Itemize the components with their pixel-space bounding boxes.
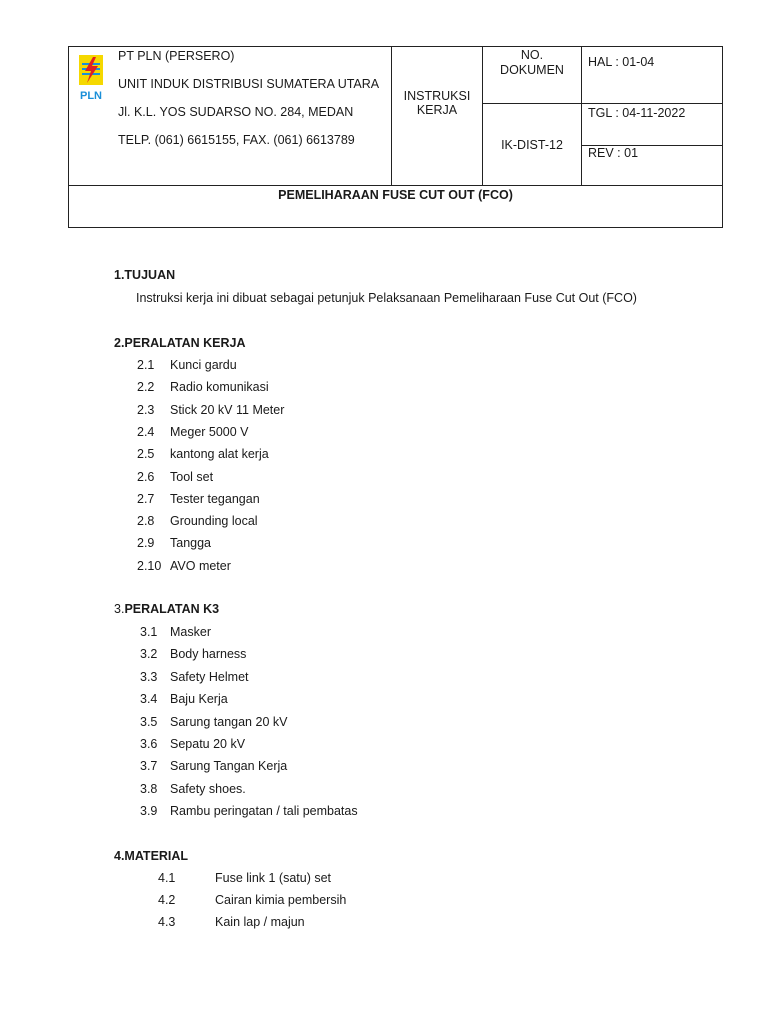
list-item-text: Baju Kerja: [170, 692, 228, 707]
list-item-text: Kain lap / majun: [215, 915, 305, 929]
list-item-text: Grounding local: [170, 514, 258, 529]
list-item-text: Stick 20 kV 11 Meter: [170, 402, 285, 417]
list-item-text: Sarung tangan 20 kV: [170, 714, 288, 729]
list-item-text: Tester tegangan: [170, 491, 260, 506]
company-address: Jl. K.L. YOS SUDARSO NO. 284, MEDAN: [118, 105, 354, 119]
doc-type-line2: KERJA: [416, 103, 458, 117]
no-dokumen-label-cell: [483, 47, 582, 104]
hal-cell: [582, 47, 723, 104]
document-title-cell: [69, 186, 723, 228]
list-item-number: 2.3: [137, 402, 155, 417]
tgl-value: TGL : 04-11-2022: [588, 106, 686, 120]
list-item-number: 2.2: [137, 380, 155, 395]
list-item-text: Cairan kimia pembersih: [215, 893, 347, 907]
list-item-number: 4.3: [158, 915, 176, 929]
list-item-number: 3.6: [140, 737, 158, 751]
company-phone: TELP. (061) 6615155, FAX. (061) 6613789: [118, 133, 355, 147]
list-item-number: 2.4: [137, 424, 155, 439]
no-dokumen-line2: DOKUMEN: [500, 63, 564, 77]
list-item-text: Safety shoes.: [170, 781, 246, 796]
list-item-text: Meger 5000 V: [170, 424, 249, 439]
list-item-number: 3.1: [140, 625, 158, 639]
doc-number: IK-DIST-12: [501, 137, 563, 152]
list-item-number: 2.1: [137, 358, 155, 372]
pln-logo-icon: [71, 53, 111, 103]
document-header-table: [68, 46, 723, 228]
section-peralatan-kerja-heading: 2.PERALATAN KERJA: [114, 336, 246, 350]
tgl-cell: [582, 104, 723, 146]
rev-value: REV : 01: [588, 146, 639, 160]
company-info-cell: [69, 47, 392, 186]
doc-number-cell: [483, 104, 582, 186]
list-item-number: 2.6: [137, 469, 155, 484]
section-peralatan-k3-title: PERALATAN K3: [124, 602, 220, 616]
company-lines: [118, 49, 379, 161]
section-tujuan-text: Instruksi kerja ini dibuat sebagai petunjuk Pelaksanaan Pemeliharaan Fuse Cut Out (FCO): [136, 291, 637, 305]
list-item-number: 2.8: [137, 514, 155, 529]
list-item-number: 2.9: [137, 536, 155, 551]
logo-text: PLN: [80, 90, 102, 102]
list-item-text: Masker: [170, 625, 211, 639]
company-unit: UNIT INDUK DISTRIBUSI SUMATERA UTARA: [118, 77, 380, 91]
section-material-heading: 4.MATERIAL: [114, 849, 189, 863]
list-item-text: Fuse link 1 (satu) set: [215, 871, 332, 885]
section-tujuan-heading: 1.TUJUAN: [114, 268, 176, 282]
list-item-number: 3.9: [140, 804, 158, 819]
list-item-number: 3.4: [140, 692, 158, 707]
list-item-number: 2.10: [137, 558, 162, 573]
doc-type-line1: INSTRUKSI: [403, 89, 471, 103]
list-item-number: 4.1: [158, 871, 176, 885]
list-item-number: 3.7: [140, 759, 158, 774]
pln-logo: [71, 53, 111, 103]
list-item-text: Safety Helmet: [170, 669, 249, 684]
doc-type-cell: [392, 47, 483, 186]
document-title: PEMELIHARAAN FUSE CUT OUT (FCO): [278, 188, 513, 202]
section-peralatan-k3-heading: [114, 602, 219, 617]
list-item-number: 4.2: [158, 893, 176, 907]
list-item-number: 3.5: [140, 714, 158, 729]
list-item-text: Rambu peringatan / tali pembatas: [170, 804, 358, 819]
no-dokumen-line1: NO.: [520, 48, 544, 62]
section-peralatan-k3-number: 3.: [114, 602, 125, 616]
list-item-text: Kunci gardu: [170, 358, 237, 372]
list-item-number: 3.2: [140, 647, 158, 662]
list-item-number: 3.3: [140, 669, 158, 684]
hal-value: HAL : 01-04: [588, 55, 655, 69]
company-name: PT PLN (PERSERO): [118, 49, 235, 63]
list-item-text: Sepatu 20 kV: [170, 737, 246, 751]
rev-cell: [582, 146, 723, 186]
list-item-number: 3.8: [140, 781, 158, 796]
list-item-number: 2.5: [137, 447, 155, 462]
list-item-number: 2.7: [137, 491, 155, 506]
list-item-text: AVO meter: [170, 558, 231, 573]
list-item-text: Tool set: [170, 469, 214, 484]
list-item-text: Radio komunikasi: [170, 380, 269, 395]
list-item-text: Tangga: [170, 536, 212, 551]
list-item-text: Body harness: [170, 647, 247, 662]
list-item-text: kantong alat kerja: [170, 447, 269, 462]
list-item-text: Sarung Tangan Kerja: [170, 759, 288, 774]
